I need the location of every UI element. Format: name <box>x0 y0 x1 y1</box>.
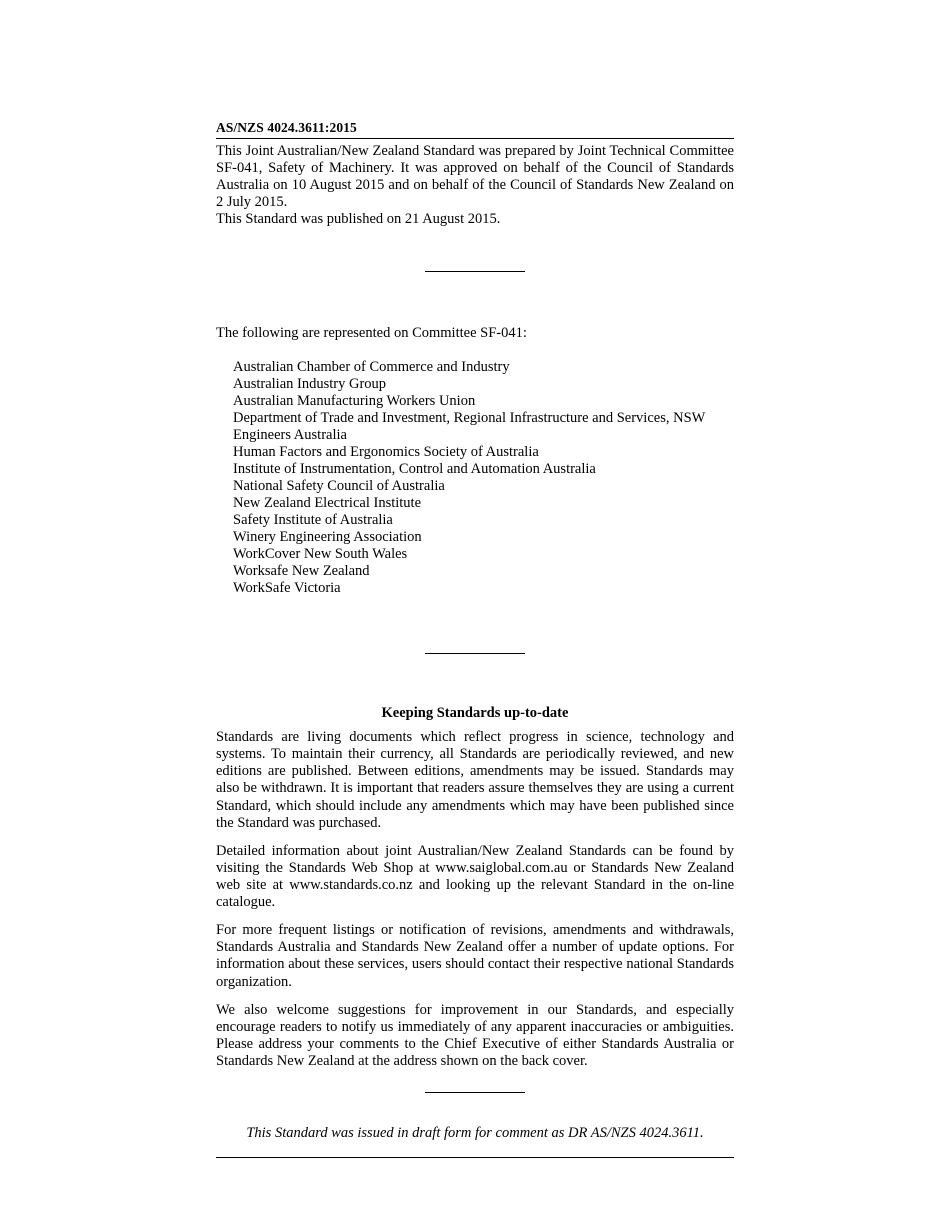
list-item: Australian Manufacturing Workers Union <box>233 392 476 409</box>
keeping-paragraph-2: Detailed information about joint Australian/New Zealand Standards can be found by visiting the Standards Web Shop at www.saiglobal.com.au or Standards New Zealand web site at www.standards.co.nz and looking up the relevant Standard in the on-line catalogue. <box>216 842 734 911</box>
list-item: WorkCover New South Wales <box>233 546 408 562</box>
list-item: New Zealand Electrical Institute <box>233 494 422 511</box>
short-rule-2 <box>425 653 525 654</box>
publication-paragraph: This Standard was published on 21 August 2015. <box>216 211 501 228</box>
list-item: Worksafe New Zealand <box>233 563 370 580</box>
header-divider <box>216 138 734 139</box>
standard-identifier: AS/NZS 4024.3611:2015 <box>216 120 357 135</box>
page-content <box>216 120 734 1158</box>
short-rule-3 <box>425 1092 525 1093</box>
committee-members-list <box>233 359 734 597</box>
footer-divider <box>216 1157 734 1158</box>
preparation-paragraph: This Joint Australian/New Zealand Standard was prepared by Joint Technical Committee SF-041, Safety of Machinery. It was approved on behalf of the Council of Standards Australia on 10 August 2015 and on behalf of the Council of Standards New Zealand on 2 July 2015. <box>216 143 734 211</box>
list-item: Engineers Australia <box>233 426 347 443</box>
list-item: Human Factors and Ergonomics Society of Australia <box>233 443 539 460</box>
keeping-paragraph-3: For more frequent listings or notification of revisions, amendments and withdrawals, Standards Australia and Standards New Zealand offer a number of update options. For information about these services, users should contact their respective national Standards organization. <box>216 922 734 990</box>
list-item: National Safety Council of Australia <box>233 477 445 494</box>
keeping-paragraph-1: Standards are living documents which reflect progress in science, technology and systems. To maintain their currency, all Standards are periodically reviewed, and new editions are published. Between editions, amendments may be issued. Standards may also be withdrawn. It is important that readers assure themselves they are using a current Standard, which should include any amendments which may have been published since the Standard was purchased. <box>216 729 734 831</box>
committee-intro: The following are represented on Committee SF-041: <box>216 324 527 341</box>
list-item: Institute of Instrumentation, Control and Automation Australia <box>233 460 596 477</box>
short-rule-1 <box>425 271 525 272</box>
list-item: Australian Industry Group <box>233 375 387 392</box>
list-item: WorkSafe Victoria <box>233 580 341 597</box>
list-item: Winery Engineering Association <box>233 528 422 545</box>
section-separator-1 <box>216 271 734 272</box>
keeping-standards-heading: Keeping Standards up-to-date <box>381 705 569 722</box>
draft-form-note: This Standard was issued in draft form for comment as DR AS/NZS 4024.3611. <box>246 1125 704 1142</box>
keeping-paragraph-4: We also welcome suggestions for improvement in our Standards, and especially encourage readers to notify us immediately of any apparent inaccuracies or ambiguities. Please address your comments to the Chief Executive of either Standards Australia or Standards New Zealand at the address shown on the back cover. <box>216 1001 734 1069</box>
section-separator-2 <box>216 653 734 654</box>
section-separator-3 <box>216 1092 734 1093</box>
list-item: Department of Trade and Investment, Regional Infrastructure and Services, NSW <box>233 409 706 426</box>
list-item: Australian Chamber of Commerce and Industry <box>233 358 510 375</box>
list-item: Safety Institute of Australia <box>233 511 393 528</box>
